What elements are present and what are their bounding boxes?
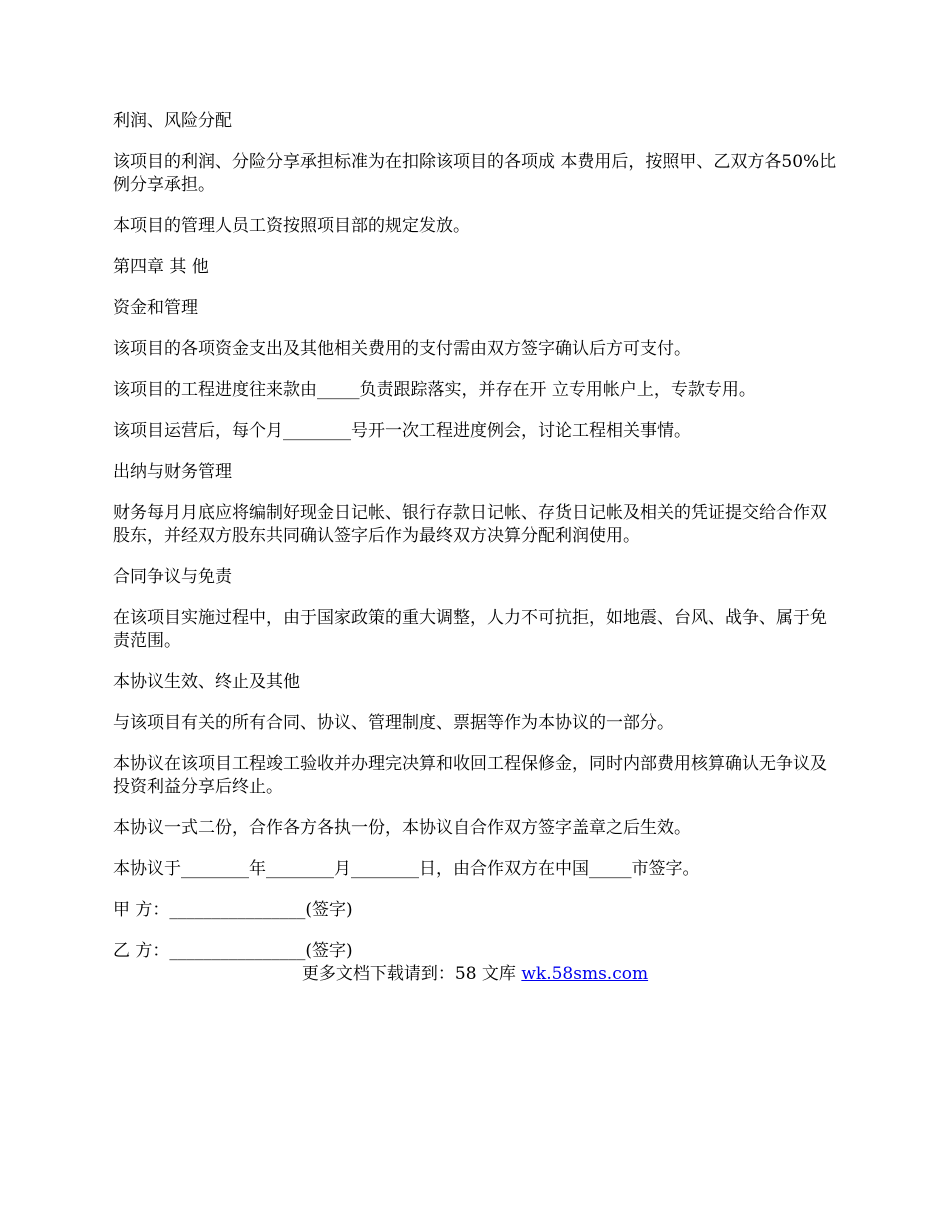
paragraph-monthly-meeting: 该项目运营后，每个月________号开一次工程进度例会，讨论工程相关事情。 xyxy=(113,421,691,441)
paragraph-finance-reports: 财务每月月底应将编制好现金日记帐、银行存款日记帐、存货日记帐及相关的凭证提交给合作双股东，并经双方股东共同确认签字后作为最终双方决算分配利润使用。 xyxy=(113,503,827,546)
footer xyxy=(0,963,950,986)
heading-cashier-finance: 出纳与财务管理 xyxy=(113,462,232,482)
paragraph-progress-payment: 该项目的工程进度往来款由_____负责跟踪落实，并存在开 立专用帐户上，专款专用。 xyxy=(113,380,756,400)
paragraph-salary: 本项目的管理人员工资按照项目部的规定发放。 xyxy=(113,216,470,236)
paragraph-expenditure: 该项目的各项资金支出及其他相关费用的支付需由双方签字确认后方可支付。 xyxy=(113,339,691,359)
footer-link[interactable]: wk.58sms.com xyxy=(521,964,649,984)
heading-profit-risk: 利润、风险分配 xyxy=(113,111,232,131)
heading-dispute-exemption: 合同争议与免责 xyxy=(113,567,232,587)
paragraph-termination: 本协议在该项目工程竣工验收并办理完决算和收回工程保修金，同时内部费用核算确认无争议及投资利益分享后终止。 xyxy=(113,754,827,797)
heading-funds-management: 资金和管理 xyxy=(113,298,198,318)
document-body xyxy=(113,110,843,981)
heading-effect-termination: 本协议生效、终止及其他 xyxy=(113,672,300,692)
paragraph-force-majeure: 在该项目实施过程中，由于国家政策的重大调整，人力不可抗拒，如地震、台风、战争、属于免责范围。 xyxy=(113,608,827,651)
footer-text: 更多文档下载请到：58 文库 xyxy=(301,964,522,984)
paragraph-related-documents: 与该项目有关的所有合同、协议、管理制度、票据等作为本协议的一部分。 xyxy=(113,713,674,733)
signature-party-b: 乙 方：________________(签字) xyxy=(113,941,353,961)
paragraph-signing-date: 本协议于________年________月________日，由合作双方在中国_____市签字。 xyxy=(113,859,700,879)
paragraph-copies: 本协议一式二份，合作各方各执一份，本协议自合作双方签字盖章之后生效。 xyxy=(113,818,691,838)
paragraph-profit-sharing: 该项目的利润、分险分享承担标准为在扣除该项目的各项成 本费用后，按照甲、乙双方各50%比例分享承担。 xyxy=(113,152,837,195)
chapter-four-title: 第四章 其 他 xyxy=(113,257,209,277)
signature-party-a: 甲 方：________________(签字) xyxy=(113,900,353,920)
